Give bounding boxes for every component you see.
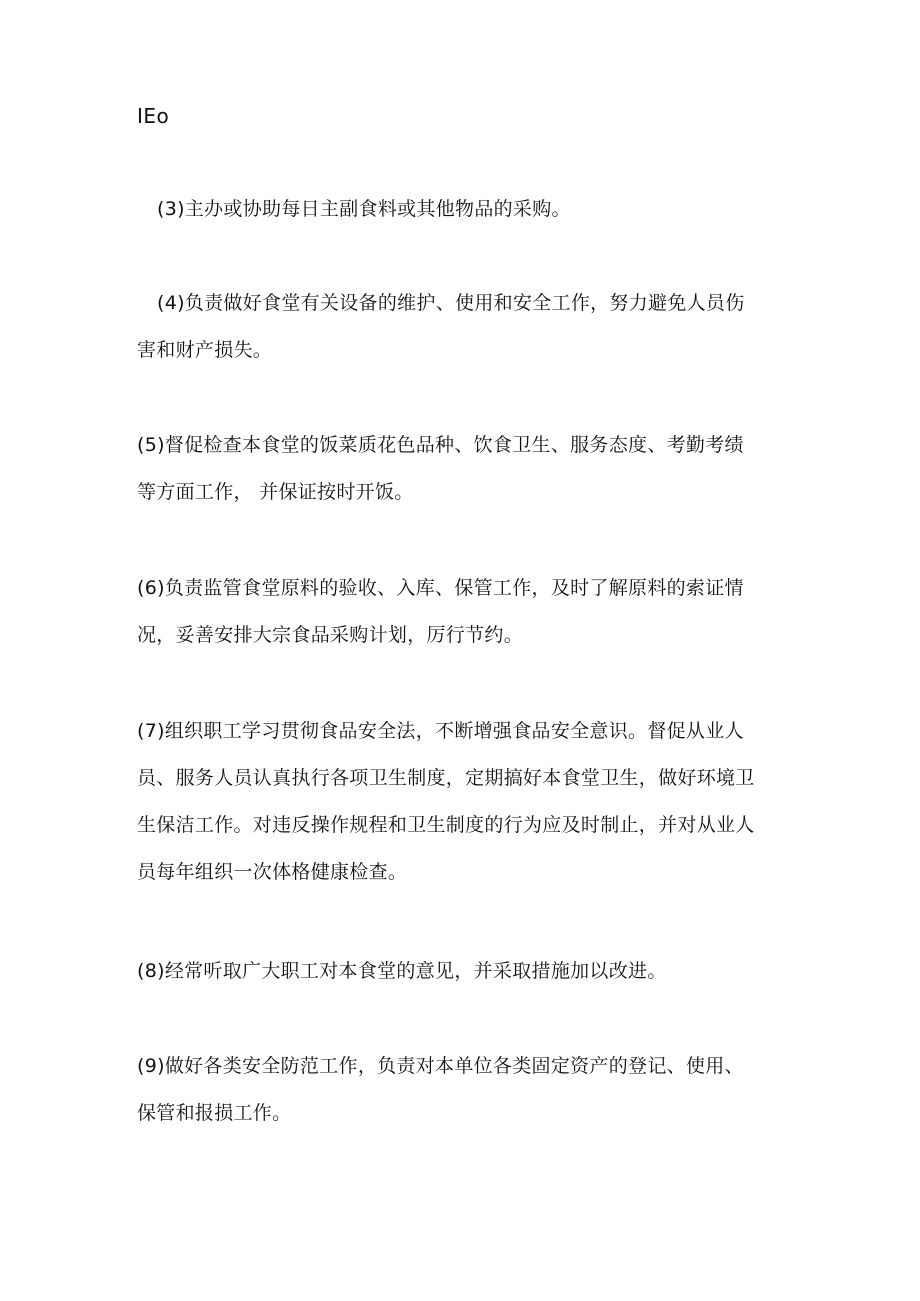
paragraph-6 [137,565,787,659]
paragraph-line: 员、服务人员认真执行各项卫生制度，定期搞好本食堂卫生，做好环境卫 [137,767,755,789]
text-fragment: IEo [137,104,170,128]
paragraph-9 [137,1043,787,1137]
paragraph-line: 保管和报损工作。 [137,1102,292,1124]
paragraph-3 [137,186,807,233]
paragraph-line: 等方面工作， 并保证按时开饭。 [137,481,414,503]
paragraph-line: (9)做好各类安全防范工作，负责对本单位各类固定资产的登记、使用、 [137,1055,744,1077]
paragraph-line: (4)负责做好食堂有关设备的维护、使用和安全工作，努力避免人员伤 [157,292,745,314]
paragraph-line: (5)督促检查本食堂的饭菜质花色品种、饮食卫生、服务态度、考勤考绩 [137,434,744,456]
paragraph-5 [137,422,787,516]
paragraph-7 [137,708,787,896]
paragraph-8 [137,948,787,995]
paragraph-4 [137,280,807,374]
paragraph-line: 生保洁工作。对违反操作规程和卫生制度的行为应及时制止，并对从业人 [137,814,755,836]
paragraph-line: (7)组织职工学习贯彻食品安全法，不断增强食品安全意识。督促从业人 [137,720,744,742]
paragraph-line: (6)负责监管食堂原料的验收、入库、保管工作，及时了解原料的索证情 [137,577,744,599]
paragraph-line: (8)经常听取广大职工对本食堂的意见，并采取措施加以改进。 [137,960,667,982]
paragraph-line: 员每年组织一次体格健康检查。 [137,861,408,883]
paragraph-line: 况，妥善安排大宗食品采购计划，厉行节约。 [137,624,524,646]
paragraph-line: 害和财产损失。 [137,339,273,361]
paragraph-line: (3)主办或协助每日主副食料或其他物品的采购。 [157,198,571,220]
